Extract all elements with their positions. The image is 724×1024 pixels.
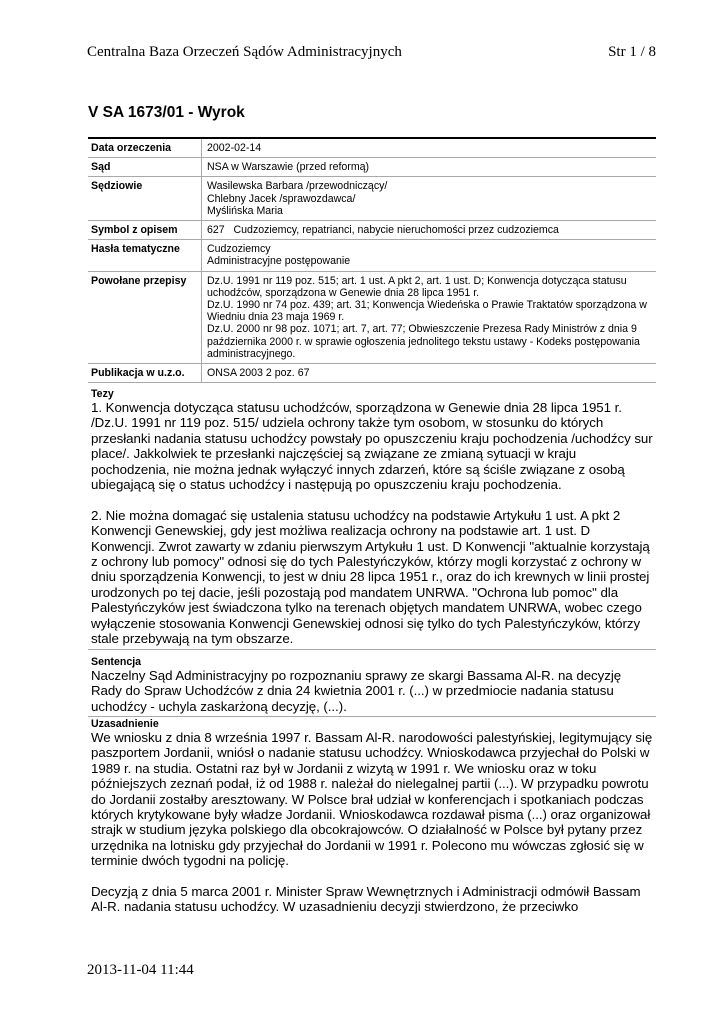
metadata-table — [88, 137, 656, 383]
meta-row-keywords — [88, 240, 656, 271]
section-text: We wniosku z dnia 8 września 1997 r. Bassam Al-R. narodowości palestyńskiej, legitymujący się paszportem Jordanii, wniósł o nadanie statusu uchodźcy. Wnioskodawca przyjechał do Polski w 1989 r. na studia. Ostatni raz był w Jordanii z wizytą w 1991 r. We wniosku oraz w toku późniejszych zeznań podał, iż od 1988 r. należał do nielegalnej partii (...). W przypadku powrotu do Jordanii zostałby aresztowany. W Polsce brał udział w konferencjach i spotkaniach podczas których krytykowane były władze Jordanii. Wnioskodawca rozdawał pisma (...) oraz organizował strajk w studium języka polskiego dla obcokrajowców. O działalność w Polsce był pytany przez urzędnika na lotnisku gdy przyjechał do Jordanii w 1991 r. Polecono mu wówczas zgłosić się w terminie dwóch tygodni na policję. Decyzją z dnia 5 marca 2001 r. Minister Spraw Wewnętrznych i Administracji odmówił Bassam Al-R. nadania statusu uchodźcy. W uzasadnieniu decyzji stwierdzono, że przeciwko — [91, 730, 653, 915]
section-label: Sentencja — [91, 656, 142, 668]
section-label: Uzasadnienie — [91, 718, 159, 730]
meta-key: Powołane przepisy — [88, 271, 202, 363]
meta-value: 2002-02-14 — [202, 139, 657, 158]
meta-row-judges — [88, 177, 656, 221]
section-text: Naczelny Sąd Administracyjny po rozpoznaniu sprawy ze skargi Bassama Al-R. na decyzję Rady do Spraw Uchodźców z dnia 24 kwietnia 2001 r. (...) w przedmiocie nadania statusu uchodźcy - uchyla zaskarżoną decyzję, (...). — [91, 668, 622, 714]
header-source: Centralna Baza Orzeczeń Sądów Administracyjnych — [87, 44, 402, 60]
meta-key: Symbol z opisem — [88, 221, 202, 240]
meta-key: Data orzeczenia — [88, 139, 202, 158]
meta-key: Sąd — [88, 158, 202, 177]
section-uzasadnienie — [88, 718, 656, 915]
meta-key: Publikacja w u.z.o. — [88, 364, 202, 383]
meta-value: 627 Cudzoziemcy, repatrianci, nabycie nieruchomości przez cudzoziemca — [202, 221, 657, 240]
meta-row-court — [88, 158, 656, 177]
page-counter: Str 1 / 8 — [608, 44, 656, 60]
section-sentencja — [88, 656, 656, 717]
meta-key: Hasła tematyczne — [88, 240, 202, 271]
page-header — [87, 44, 656, 61]
meta-value: ONSA 2003 2 poz. 67 — [202, 364, 657, 383]
meta-key: Sędziowie — [88, 177, 202, 221]
print-timestamp: 2013-11-04 11:44 — [87, 962, 194, 978]
meta-value: Dz.U. 1991 nr 119 poz. 515; art. 1 ust. A pkt 2, art. 1 ust. D; Konwencja dotycząca statusu uchodźców, sporządzona w Genewie dnia 28 lipca 1951 r. Dz.U. 1990 nr 74 poz. 439; art. 31; Konwencja Wiedeńska o Prawie Traktatów sporządzona w Wiedniu dnia 23 maja 1969 r. Dz.U. 2000 nr 98 poz. 1071; art. 7, art. 77; Obwieszczenie Prezesa Rady Ministrów z dnia 9 października 2000 r. w sprawie ogłoszenia jednolitego tekstu ustawy - Kodeks postępowania administracyjnego. — [202, 271, 657, 363]
meta-row-date — [88, 139, 656, 158]
meta-row-symbol — [88, 221, 656, 240]
meta-value: Wasilewska Barbara /przewodniczący/ Chlebny Jacek /sprawozdawca/ Myślińska Maria — [202, 177, 657, 221]
section-label: Tezy — [91, 388, 114, 400]
meta-value: Cudzoziemcy Administracyjne postępowanie — [202, 240, 657, 271]
section-text: 1. Konwencja dotycząca statusu uchodźców, sporządzona w Genewie dnia 28 lipca 1951 r. /Dz.U. 1991 nr 119 poz. 515/ udziela ochrony także tym osobom, w stosunku do których przesłanki nadania statusu uchodźcy powstały po opuszczeniu kraju pochodzenia /uchodźcy sur place/. Jakkolwiek te przesłanki najczęściej są związane ze zmianą sytuacji w kraju pochodzenia, nie można jednak wyłączyć innych zdarzeń, które są ściśle związane z osobą ubiegającą się o status uchodźcy i następują po opuszczeniu kraju pochodzenia. 2. Nie można domagać się ustalenia statusu uchodźcy na podstawie Artykułu 1 ust. A pkt 2 Konwencji Genewskiej, gdy jest możliwa realizacja ochrony na podstawie art. 1 ust. D Konwencji. Zwrot zawarty w zdaniu pierwszym Artykułu 1 ust. D Konwencji "aktualnie korzystają z ochrony lub pomocy" odnosi się do tych Palestyńczyków, którzy mogli korzystać z ochrony w dniu sporządzenia Konwencji, to jest w dniu 28 lipca 1951 r., oraz do ich krewnych w linii prostej urodzonych po tej dacie, jeśli pozostają pod mandatem UNRWA. "Ochrona lub pomoc" dla Palestyńczyków jest świadczona tylko na terenach objętych mandatem UNRWA, wobec czego wyłączenie stosowania Konwencji Genewskiej odnosi się tylko do tych Palestyńczyków, którzy stale przebywają na tym obszarze. — [91, 400, 653, 647]
meta-row-regulations — [88, 271, 656, 363]
meta-row-publication — [88, 364, 656, 383]
meta-value: NSA w Warszawie (przed reformą) — [202, 158, 657, 177]
section-tezy — [88, 388, 656, 650]
document-title: V SA 1673/01 - Wyrok — [88, 104, 245, 121]
